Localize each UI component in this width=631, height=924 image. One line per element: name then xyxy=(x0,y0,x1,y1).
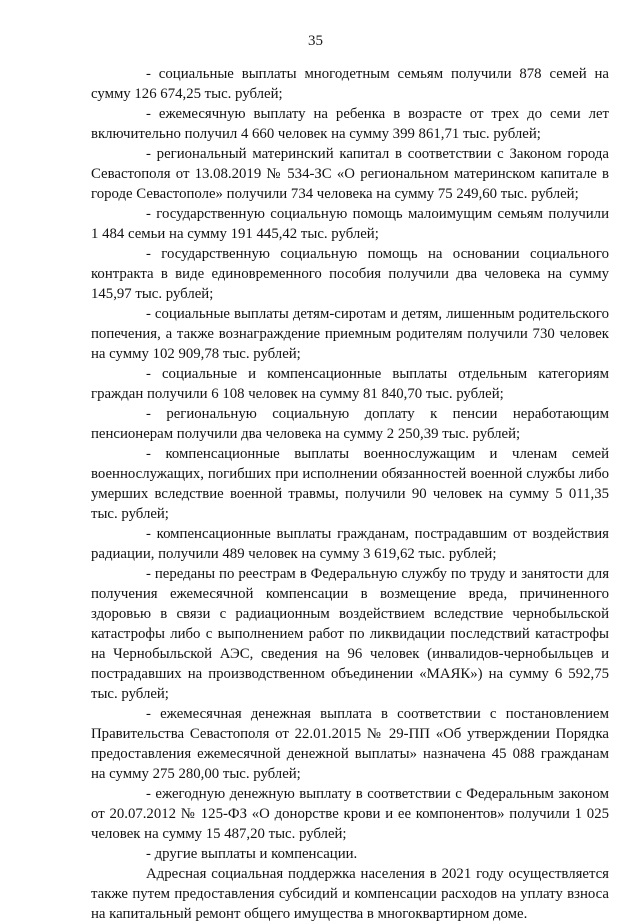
paragraph-orphans: - социальные выплаты детям-сиротам и детям, лишенным родительского попечения, а также вознаграждение приемным родителям получили 730 человек на сумму 102 909,78 тыс. рублей; xyxy=(91,306,609,362)
paragraph-radiation-victims: - компенсационные выплаты гражданам, пострадавшим от воздействия радиации, получили 489 человек на сумму 3 619,62 тыс. рублей; xyxy=(91,526,609,562)
paragraph-monthly-payment: - ежемесячная денежная выплата в соответствии с постановлением Правительства Севастополя от 22.01.2015 № 29-ПП «Об утверждении Порядка предоставления ежемесячной денежной выплаты» назначена 45 088 гражданам на сумму 275 280,00 тыс. рублей; xyxy=(91,706,609,782)
paragraph-pension-supplement: - региональную социальную доплату к пенсии неработающим пенсионерам получили два человека на сумму 2 250,39 тыс. рублей; xyxy=(91,406,609,442)
paragraph-child-allowance: - ежемесячную выплату на ребенка в возрасте от трех до семи лет включительно получил 4 660 человек на сумму 399 861,71 тыс. рублей; xyxy=(91,106,609,142)
page-number: 35 xyxy=(308,33,323,49)
document-body xyxy=(91,64,609,924)
paragraph-social-contract: - государственную социальную помощь на основании социального контракта в виде единовременного пособия получили два человека на сумму 145,97 тыс. рублей; xyxy=(91,246,609,302)
paragraph-maternity-capital: - региональный материнский капитал в соответствии с Законом города Севастополя от 13.08.2019 № 534-ЗС «О региональном материнском капитале в городе Севастополе» получили 734 человека на сумму 75 249,60 тыс. рублей; xyxy=(91,146,609,202)
paragraph-large-families: - социальные выплаты многодетным семьям получили 878 семей на сумму 126 674,25 тыс. рублей; xyxy=(91,66,609,102)
paragraph-low-income-aid: - государственную социальную помощь малоимущим семьям получили 1 484 семьи на сумму 191 445,42 тыс. рублей; xyxy=(91,206,609,242)
paragraph-other-payments: - другие выплаты и компенсации. xyxy=(146,846,358,862)
paragraph-donor-payment: - ежегодную денежную выплату в соответствии с Федеральным законом от 20.07.2012 № 125-ФЗ «О донорстве крови и ее компонентов» получили 1 025 человек на сумму 15 487,20 тыс. рублей; xyxy=(91,786,609,842)
paragraph-targeted-support: Адресная социальная поддержка населения в 2021 году осуществляется также путем предоставления субсидий и компенсации расходов на уплату взноса на капитальный ремонт общего имущества в многоквартирном доме. xyxy=(91,866,609,922)
paragraph-category-payments: - социальные и компенсационные выплаты отдельным категориям граждан получили 6 108 человек на сумму 81 840,70 тыс. рублей; xyxy=(91,366,609,402)
paragraph-chernobyl-registry: - переданы по реестрам в Федеральную службу по труду и занятости для получения ежемесячной компенсации в возмещение вреда, причиненного здоровью в связи с радиационным воздействием вследствие чернобыльской катастрофы либо с выполнением работ по ликвидации последствий катастрофы на Чернобыльской АЭС, сведения на 96 человек (инвалидов-чернобыльцев и пострадавших на производственном объединении «МАЯК») на сумму 6 592,75 тыс. рублей; xyxy=(91,566,609,702)
paragraph-military-compensation: - компенсационные выплаты военнослужащим и членам семей военнослужащих, погибших при исполнении обязанностей военной службы либо умерших вследствие военной травмы, получили 90 человек на сумму 5 011,35 тыс. рублей; xyxy=(91,446,609,522)
